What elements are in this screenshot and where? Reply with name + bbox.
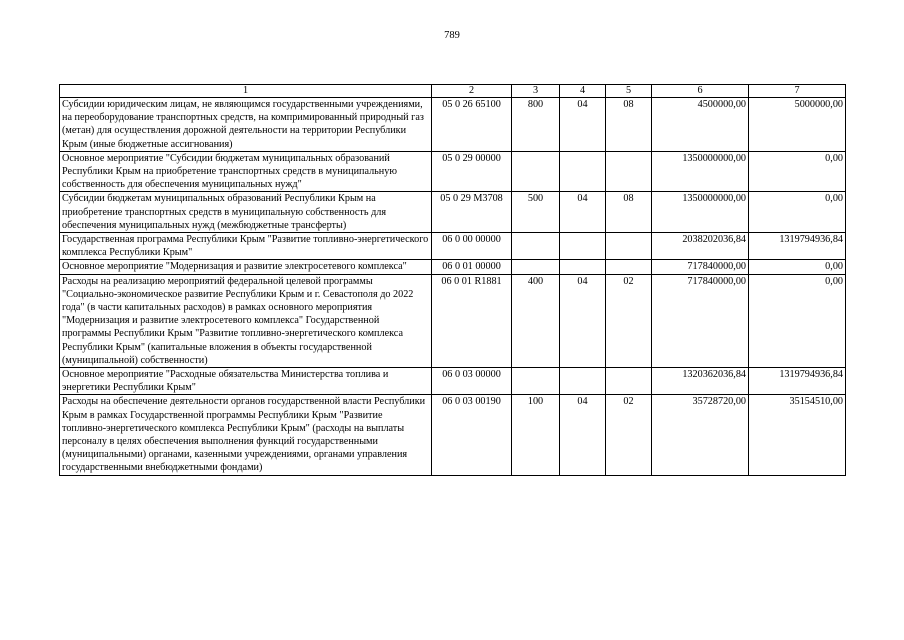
- row-col5: [606, 260, 652, 274]
- row-col4: 04: [560, 192, 606, 233]
- row-code: 06 0 01 00000: [432, 260, 512, 274]
- header-col-6: 6: [652, 85, 749, 98]
- row-col4: [560, 233, 606, 260]
- table-row: [60, 260, 846, 274]
- row-name: Субсидии бюджетам муниципальных образований Республики Крым на приобретение транспортных средств в муниципальную собственность для обеспечения муниципальных нужд (межбюджетные трансферты): [60, 192, 432, 233]
- row-code: 05 0 26 65100: [432, 98, 512, 152]
- table-row: [60, 274, 846, 367]
- row-col6: 1350000000,00: [652, 151, 749, 192]
- header-col-1: 1: [60, 85, 432, 98]
- row-name: Расходы на обеспечение деятельности органов государственной власти Республики Крым в рамках Государственной программы Республики Крым "Развитие топливно-энергетического комплекса Республики Крым" (расходы на выплаты персоналу в целях обеспечения выполнения функций государственными (муниципальными) органами, казенными учреждениями, органами управления государственными внебюджетными фондами): [60, 395, 432, 475]
- row-col4: [560, 260, 606, 274]
- table-row: [60, 192, 846, 233]
- row-col4: 04: [560, 274, 606, 367]
- row-col5: 02: [606, 395, 652, 475]
- row-name: Расходы на реализацию мероприятий федеральной целевой программы "Социально-экономическое развитие Республики Крым и г. Севастополя до 2022 года" (в части капитальных расходов) в рамках основного мероприятия "Модернизация и развитие электросетевого комплекса" Государственной программы Республики Крым "Развитие топливно-энергетического комплекса Республики Крым" (капитальные вложения в объекты государственной (муниципальной) собственности): [60, 274, 432, 367]
- row-code: 05 0 29 00000: [432, 151, 512, 192]
- row-col5: 08: [606, 192, 652, 233]
- row-col3: 500: [512, 192, 560, 233]
- row-code: 06 0 03 00190: [432, 395, 512, 475]
- row-col6: 717840000,00: [652, 260, 749, 274]
- row-col7: 5000000,00: [749, 98, 846, 152]
- row-col3: [512, 260, 560, 274]
- row-col3: 400: [512, 274, 560, 367]
- row-name: Основное мероприятие "Модернизация и развитие электросетевого комплекса": [60, 260, 432, 274]
- row-code: 06 0 01 R1881: [432, 274, 512, 367]
- page-number: 789: [444, 30, 460, 41]
- row-code: 06 0 03 00000: [432, 368, 512, 395]
- row-col5: [606, 233, 652, 260]
- row-col5: [606, 151, 652, 192]
- row-col7: 0,00: [749, 151, 846, 192]
- budget-table: [59, 84, 846, 476]
- row-col4: 04: [560, 395, 606, 475]
- row-col6: 4500000,00: [652, 98, 749, 152]
- row-col7: 1319794936,84: [749, 233, 846, 260]
- row-col4: [560, 368, 606, 395]
- header-col-7: 7: [749, 85, 846, 98]
- row-col7: 1319794936,84: [749, 368, 846, 395]
- table-row: [60, 395, 846, 475]
- row-col3: 100: [512, 395, 560, 475]
- row-name: Основное мероприятие "Расходные обязательства Министерства топлива и энергетики Республики Крым": [60, 368, 432, 395]
- header-row: [60, 85, 846, 98]
- row-col7: 0,00: [749, 274, 846, 367]
- row-col6: 35728720,00: [652, 395, 749, 475]
- row-col4: 04: [560, 98, 606, 152]
- row-col7: 35154510,00: [749, 395, 846, 475]
- row-col6: 1320362036,84: [652, 368, 749, 395]
- row-col6: 2038202036,84: [652, 233, 749, 260]
- row-col6: 717840000,00: [652, 274, 749, 367]
- row-col5: [606, 368, 652, 395]
- row-col3: [512, 368, 560, 395]
- table-row: [60, 151, 846, 192]
- header-col-3: 3: [512, 85, 560, 98]
- row-col3: [512, 233, 560, 260]
- table-row: [60, 368, 846, 395]
- row-name: Основное мероприятие "Субсидии бюджетам муниципальных образований Республики Крым на приобретение транспортных средств в муниципальную собственность для обеспечения муниципальных нужд": [60, 151, 432, 192]
- row-name: Государственная программа Республики Крым "Развитие топливно-энергетического комплекса Республики Крым": [60, 233, 432, 260]
- row-col3: 800: [512, 98, 560, 152]
- table-row: [60, 98, 846, 152]
- header-col-5: 5: [606, 85, 652, 98]
- row-name: Субсидии юридическим лицам, не являющимся государственными учреждениями, на переоборудование транспортных средств, на компримированный природный газ (метан) для осуществления дорожной деятельности на территории Республики Крым (иные бюджетные ассигнования): [60, 98, 432, 152]
- row-col7: 0,00: [749, 260, 846, 274]
- row-col3: [512, 151, 560, 192]
- header-col-2: 2: [432, 85, 512, 98]
- row-code: 06 0 00 00000: [432, 233, 512, 260]
- row-col6: 1350000000,00: [652, 192, 749, 233]
- row-col5: 08: [606, 98, 652, 152]
- table-row: [60, 233, 846, 260]
- row-col4: [560, 151, 606, 192]
- row-code: 05 0 29 M3708: [432, 192, 512, 233]
- row-col7: 0,00: [749, 192, 846, 233]
- row-col5: 02: [606, 274, 652, 367]
- header-col-4: 4: [560, 85, 606, 98]
